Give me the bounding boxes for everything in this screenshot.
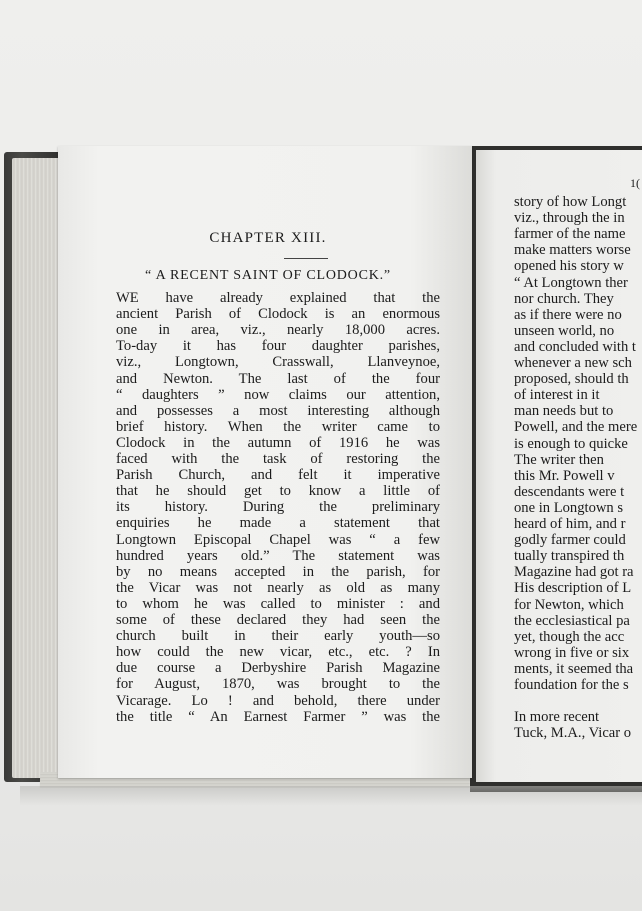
text-line: “ At Longtown ther [514, 274, 628, 291]
text-line: ments, it seemed tha [514, 660, 634, 677]
text-line: and Newton. The last of the four [116, 370, 440, 387]
text-line: for August, 1870, was brought to the [116, 676, 440, 693]
text-line: foundation for the s [514, 677, 629, 693]
text-line: His description of L [514, 580, 632, 597]
page-number: 1( [630, 176, 640, 190]
text-line: for Newton, which [514, 596, 624, 613]
text-line: its history. During the preliminary [116, 499, 440, 516]
book-shadow [20, 786, 642, 806]
text-line: story of how Longt [514, 194, 627, 210]
chapter-title: CHAPTER XIII. [209, 230, 327, 246]
text-line: To-day it has four daughter parishes, [116, 338, 440, 355]
left-page [58, 146, 472, 778]
text-line: “ daughters ” now claims our attention, [116, 386, 440, 403]
page-edges-left [12, 158, 62, 778]
text-line: WE have already explained that the [116, 290, 440, 306]
chapter-subtitle: “ A RECENT SAINT OF CLODOCK.” [145, 268, 391, 283]
text-line: ancient Parish of Clodock is an enormous [116, 306, 440, 323]
text-line: unseen world, no [514, 322, 615, 339]
text-line: tually transpired th [514, 548, 625, 565]
text-line: Powell, and the mere [514, 419, 638, 436]
text-line: that he should get to know a little of [116, 483, 440, 500]
text-line: due course a Derbyshire Parish Magazine [116, 660, 440, 677]
text-line: Longtown Episcopal Chapel was “ a few [116, 531, 440, 548]
text-line: Vicarage. Lo ! and behold, there under [116, 692, 440, 709]
text-line: viz., through the in [514, 210, 625, 227]
text-line: of interest in it [514, 387, 600, 404]
text-line: and concluded with t [514, 338, 636, 355]
text-line: make matters worse [514, 242, 631, 259]
text-line: opened his story w [514, 258, 624, 275]
text-line: man needs but to [514, 403, 614, 420]
text-line: proposed, should th [514, 371, 629, 388]
text-line: and possesses a most interesting although [116, 402, 440, 419]
text-line: In more recent [514, 709, 600, 726]
text-line: wrong in five or six [514, 644, 630, 661]
text-line: the title “ An Earnest Farmer ” was the [116, 708, 440, 725]
text-line: is enough to quicke [514, 435, 628, 452]
text-line: hundred years old.” The statement was [116, 547, 440, 564]
text-line: brief history. When the writer came to [116, 418, 440, 435]
title-rule [284, 258, 328, 259]
text-line: the Vicar was not nearly as old as many [116, 579, 440, 596]
text-line: the ecclesiastical pa [514, 612, 630, 629]
text-line: whenever a new sch [514, 355, 632, 371]
text-line: church built in their early youth—so [116, 628, 440, 645]
text-line: faced with the task of restoring the [116, 451, 440, 467]
text-line: yet, though the acc [514, 628, 625, 645]
text-line: one in area, viz., nearly 18,000 acres. [116, 322, 440, 339]
text-line: descendants were t [514, 483, 625, 500]
text-line: to whom he was called to minister : and [116, 595, 440, 612]
text-line: as if there were no [514, 306, 622, 323]
text-line: heard of him, and r [514, 516, 626, 532]
text-line: Magazine had got ra [514, 564, 634, 581]
text-line: this Mr. Powell v [514, 467, 615, 484]
text-line: some of these declared they had seen the [116, 612, 440, 628]
text-line: viz., Longtown, Crasswall, Llanveynoe, [116, 354, 440, 371]
text-line: Tuck, M.A., Vicar o [514, 725, 632, 742]
text-line: Parish Church, and felt it imperative [116, 467, 440, 484]
text-line: how could the new vicar, etc., etc. ? In [116, 644, 440, 661]
text-line: one in Longtown s [514, 499, 624, 516]
text-line: farmer of the name [514, 226, 626, 243]
text-line: The writer then [514, 451, 604, 468]
text-line: by no means accepted in the parish, for [116, 563, 440, 580]
text-line: enquiries he made a statement that [116, 515, 440, 532]
text-line: nor church. They [514, 290, 614, 307]
right-page [476, 150, 642, 782]
text-line: Clodock in the autumn of 1916 he was [116, 434, 440, 451]
text-line: godly farmer could [514, 532, 626, 549]
